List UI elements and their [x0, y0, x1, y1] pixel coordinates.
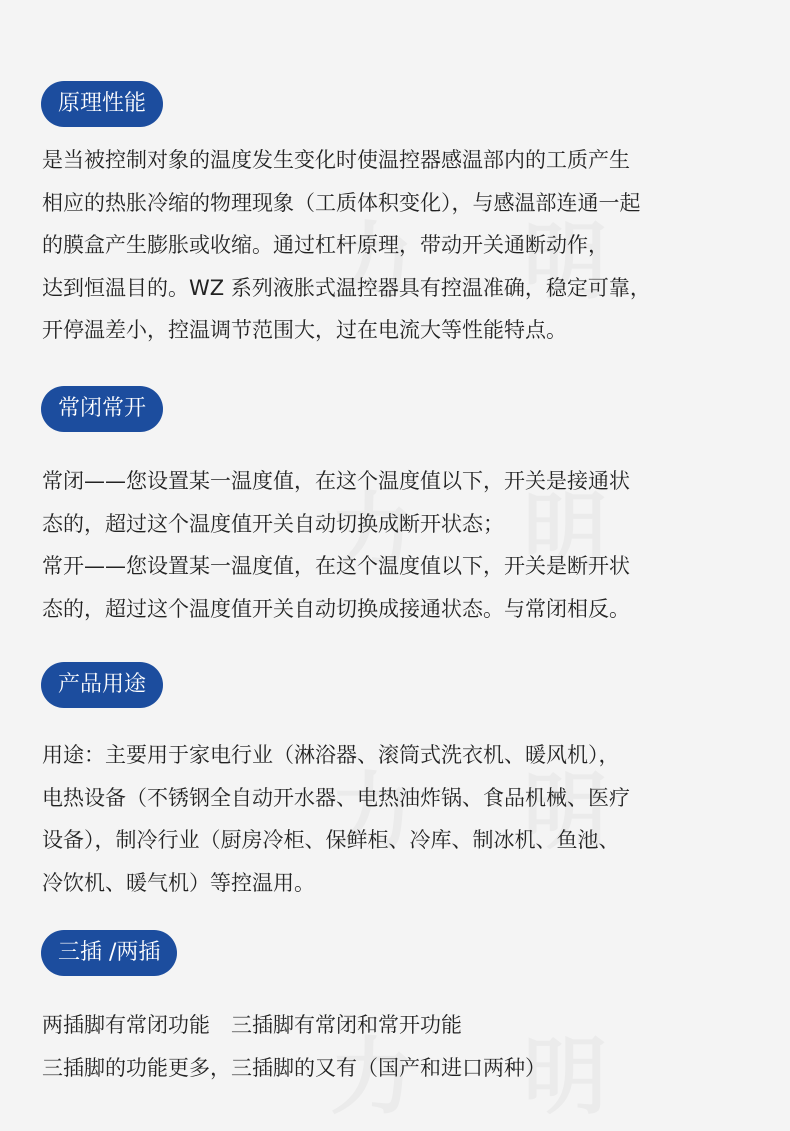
- section-body-principle: [42, 139, 762, 352]
- text-line: 冷饮机、暖气机）等控温用。: [42, 870, 315, 895]
- section-body-usage: [42, 734, 762, 904]
- text-line: 设备），制冷行业（厨房冷柜、保鲜柜、冷库、制冰机、鱼池、: [42, 828, 620, 852]
- text-line: 态的，超过这个温度值开关自动切换成接通状态。与常闭相反。: [42, 596, 630, 621]
- text-line: 态的，超过这个温度值开关自动切换成断开状态；: [42, 511, 504, 536]
- section-title-principle: 原理性能: [41, 81, 163, 127]
- section-title-pins: 三插 /两插: [41, 930, 177, 976]
- text-line: 开停温差小，控温调节范围大，过在电流大等性能特点。: [42, 318, 567, 342]
- text-line: 电热设备（不锈钢全自动开水器、电热油炸锅、食品机械、医疗: [42, 785, 630, 810]
- text-line: 是当被控制对象的温度发生变化时使温控器感温部内的工质产生: [42, 148, 630, 172]
- text-line: 常开——您设置某一温度值，在这个温度值以下，开关是断开状: [42, 554, 630, 578]
- text-line: 达到恒温目的。WZ 系列液胀式温控器具有控温准确，稳定可靠，: [42, 275, 651, 300]
- text-line: 相应的热胀冷缩的物理现象（工质体积变化），与感温部连通一起: [42, 190, 641, 215]
- text-line: 三插脚的功能更多，三插脚的又有（国产和进口两种）: [42, 1055, 546, 1080]
- text-line: 两插脚有常闭功能 三插脚有常闭和常开功能: [42, 1013, 462, 1037]
- section-body-nc-no: [42, 460, 762, 630]
- section-title-usage: 产品用途: [41, 662, 163, 708]
- text-line: 的膜盒产生膨胀或收缩。通过杠杆原理，带动开关通断动作，: [42, 233, 609, 257]
- section-title-nc-no: 常闭常开: [41, 386, 163, 432]
- text-line: 用途：主要用于家电行业（淋浴器、滚筒式洗衣机、暖风机），: [42, 743, 620, 767]
- text-line: 常闭——您设置某一温度值，在这个温度值以下，开关是接通状: [42, 469, 630, 493]
- section-body-pins: [42, 1004, 762, 1089]
